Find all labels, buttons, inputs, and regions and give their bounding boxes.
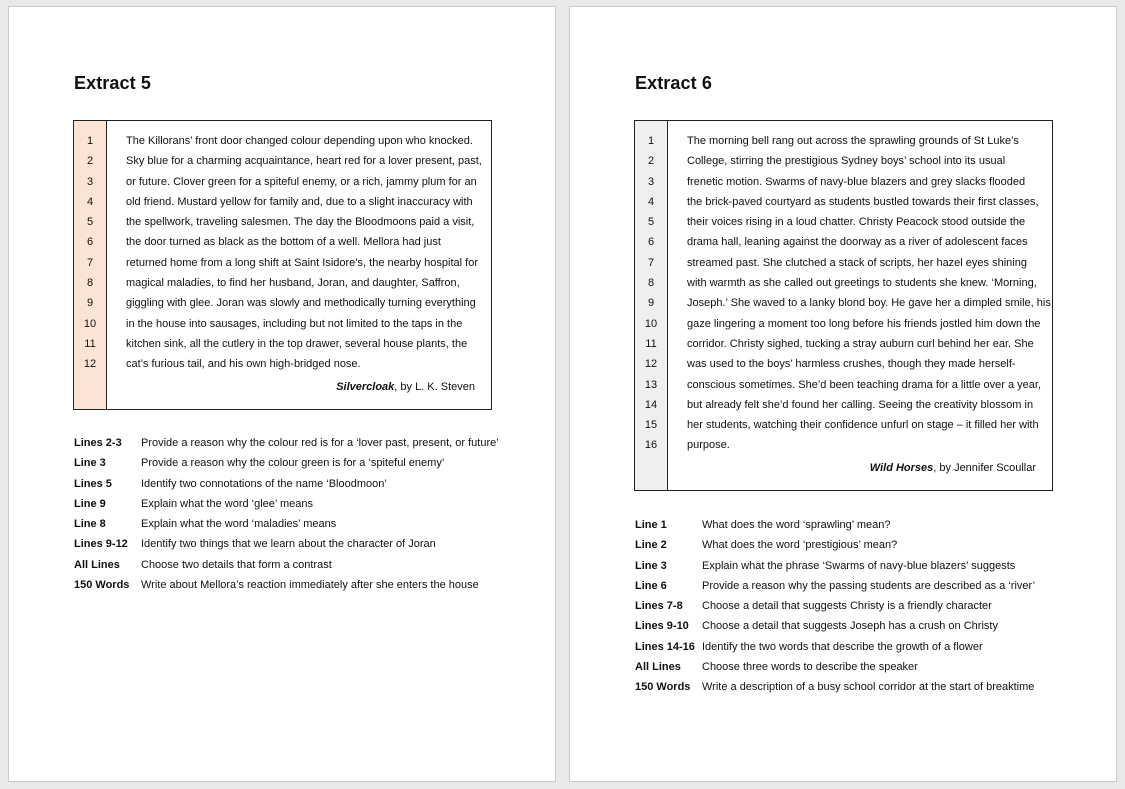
line-number: 2 [647,155,655,168]
citation [126,381,475,409]
question-row [635,677,1035,697]
question-line-reference: All Lines [635,661,681,674]
line-number-column [74,121,107,409]
line-number: 15 [644,419,658,432]
line-number: 6 [647,236,655,249]
line-number: 13 [644,378,658,391]
question-text: Choose three words to describe the speaker [702,661,918,674]
question-text: What does the word ‘prestigious’ mean? [702,539,898,552]
line-number: 6 [86,236,94,249]
question-row [635,515,1035,535]
question-line-reference: Line 6 [635,579,667,592]
page-extract-6 [569,6,1117,782]
passage-line: her students, watching their confidence unfurl on stage – it filled her with [687,419,1039,432]
passage-line: cat’s furious tail, and his own high-bridged nose. [126,358,361,371]
passage-line: with warmth as she called out greetings to students she knew. ‘Morning, [687,277,1037,290]
line-number: 3 [647,175,655,188]
question-text: Explain what the phrase ‘Swarms of navy-blue blazers’ suggests [702,559,1016,572]
line-numbers [635,131,667,456]
passage-lines [687,131,1051,456]
question-line-reference: Lines 5 [74,477,112,490]
question-line-reference: Line 3 [635,559,667,572]
question-row [74,433,499,453]
question-row [74,534,499,554]
question-line-reference: Lines 14-16 [635,640,695,653]
passage-line: frenetic motion. Swarms of navy-blue blazers and grey slacks flooded [687,175,1026,188]
line-number: 12 [83,358,97,371]
line-number: 4 [86,195,94,208]
question-row [74,555,499,575]
question-text: Write a description of a busy school corridor at the start of breaktime [702,681,1035,694]
extract-passage-box [634,120,1053,491]
passage-line: kitchen sink, all the cutlery in the top drawer, several house plants, the [126,337,468,350]
question-row [635,657,1035,677]
question-list [635,515,1035,698]
line-number: 9 [647,297,655,310]
page-extract-5 [8,6,556,782]
passage-line: purpose. [687,439,730,452]
passage-line: corridor. Christy sighed, tucking a stray auburn curl behind her ear. She [687,337,1034,350]
book-title: Wild Horses [869,461,934,474]
question-line-reference: Lines 9-12 [74,538,128,551]
question-text: Choose a detail that suggests Christy is a friendly character [702,600,992,613]
passage-line: the brick-paved courtyard as students bustled towards their first classes, [687,195,1039,208]
question-row [635,616,1035,636]
question-line-reference: Lines 7-8 [635,600,683,613]
passage-line: magical maladies, to find her husband, Joran, and daughter, Saffron, [126,277,460,290]
question-line-reference: 150 Words [74,579,130,592]
line-number: 8 [647,277,655,290]
passage-line: was used to the boys’ harmless crushes, though they made herself- [687,358,1016,371]
line-number: 12 [644,358,658,371]
line-number: 11 [84,337,96,350]
passage-line: returned home from a long shift at Saint Isidore’s, the nearby hospital for [126,256,478,269]
line-number-column [635,121,668,490]
passage-line: the spellwork, traveling salesmen. The day the Bloodmoons paid a visit, [126,216,475,229]
question-text: Choose a detail that suggests Joseph has a crush on Christy [702,620,998,633]
line-number: 9 [86,297,94,310]
question-line-reference: Lines 2-3 [74,437,122,449]
author-credit: , by Jennifer Scoullar [933,461,1036,474]
question-row [635,637,1035,657]
question-line-reference: Line 2 [635,539,667,552]
passage-line: gaze lingering a moment too long before his friends jostled him down the [687,317,1041,330]
question-row [635,596,1035,616]
passage-line: The Killorans’ front door changed colour depending upon who knocked. [126,135,473,147]
line-number: 5 [647,216,655,229]
book-title: Silvercloak [336,380,395,393]
question-text: Explain what the word ‘maladies’ means [141,518,337,531]
question-line-reference: 150 Words [635,681,691,694]
passage-line: drama hall, leaning against the doorway as a river of adolescent faces [687,236,1028,249]
question-text: Provide a reason why the colour green is for a ‘spiteful enemy’ [141,457,445,470]
line-number: 5 [86,216,94,229]
question-row [635,556,1035,576]
citation [687,462,1036,490]
question-row [74,575,499,595]
line-number: 2 [86,155,94,168]
line-number: 1 [86,135,94,147]
question-text: Provide a reason why the colour red is for a ‘lover past, present, or future’ [141,437,499,449]
passage-line: streamed past. She clutched a stack of scripts, her hazel eyes shining [687,256,1027,269]
line-number: 8 [86,277,94,290]
question-line-reference: Line 8 [74,518,106,531]
question-line-reference: Lines 9-10 [635,620,689,633]
passage-line: Sky blue for a charming acquaintance, heart red for a lover present, past, [126,155,482,168]
question-row [74,494,499,514]
question-text: Explain what the word ‘glee’ means [141,497,314,510]
extract-passage-box [73,120,492,410]
line-number: 16 [644,439,658,452]
extract-title: Extract 5 [74,73,151,93]
line-number: 10 [644,317,658,330]
passage-line: Joseph.’ She waved to a lanky blond boy. He gave her a dimpled smile, his [687,297,1051,310]
passage-line: The morning bell rang out across the sprawling grounds of St Luke’s [687,135,1019,147]
extract-title: Extract 6 [635,73,712,93]
passage-line: or future. Clover green for a spiteful enemy, or a rich, jammy plum for an [126,175,477,188]
line-number: 14 [644,398,658,411]
question-line-reference: Line 1 [635,519,667,531]
passage-line: in the house into sausages, including but not limited to the taps in the [126,317,463,330]
question-row [635,535,1035,555]
question-text: What does the word ‘sprawling’ mean? [702,519,891,531]
question-line-reference: Line 9 [74,497,106,510]
author-credit: , by L. K. Steven [394,380,475,393]
passage-line: old friend. Mustard yellow for family and, due to a slight inaccuracy with [126,195,473,208]
passage-line: conscious sometimes. She’d been teaching drama for a little over a year, [687,378,1042,391]
passage-line: giggling with glee. Joran was slowly and methodically turning everything [126,297,476,310]
passage-line: their voices rising in a loud chatter. Christy Peacock stood outside the [687,216,1026,229]
question-line-reference: Line 3 [74,457,106,470]
question-text: Choose two details that form a contrast [141,558,332,571]
question-text: Identify the two words that describe the growth of a flower [702,640,983,653]
question-row [74,514,499,534]
line-number: 7 [86,256,94,269]
question-text: Identify two things that we learn about the character of Joran [141,538,436,551]
line-number: 4 [647,195,655,208]
line-number: 7 [647,256,655,269]
question-text: Provide a reason why the passing students are described as a ‘river’ [702,579,1036,592]
question-list [74,433,499,595]
passage-lines [126,131,482,375]
question-row [74,474,499,494]
line-number: 10 [83,317,97,330]
passage-line: the door turned as black as the bottom of a well. Mellora had just [126,236,441,249]
question-line-reference: All Lines [74,558,120,571]
line-number: 11 [645,337,657,350]
question-row [74,453,499,473]
passage-line: College, stirring the prestigious Sydney boys’ school into its usual [687,155,1006,168]
question-text: Identify two connotations of the name ‘Bloodmoon’ [141,477,387,490]
passage-text [687,121,1052,490]
question-text: Write about Mellora’s reaction immediately after she enters the house [141,579,479,592]
question-row [635,576,1035,596]
line-number: 1 [647,135,655,147]
passage-text [126,121,491,409]
line-number: 3 [86,175,94,188]
line-numbers [74,131,106,375]
passage-line: but already felt she’d found her calling. Seeing the creativity blossom in [687,398,1034,411]
